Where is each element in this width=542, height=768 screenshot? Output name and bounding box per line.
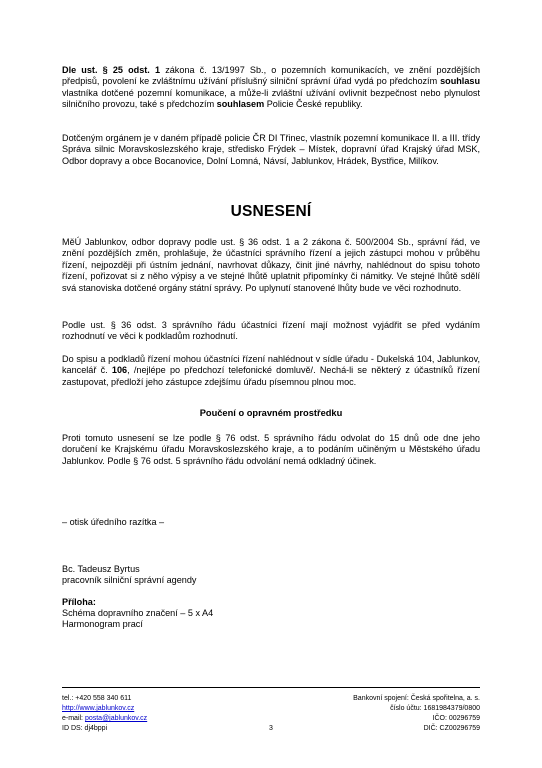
signature-role: pracovník silniční správní agendy [62,575,197,585]
text-span: zákona č. 13/1997 Sb., o pozemních komunikacích, ve znění pozdějších předpisů, povolení ke zvláštnímu užívání příslušný silniční správní úřad vydá po předchozím [62,65,481,87]
attachments-title: Příloha: [62,597,96,607]
paragraph-authorities: Dotčeným orgánem je v daném případě policie ČR DI Třinec, vlastník pozemní komunikace II. a III. třídy Správa silnic Moravskoslezského kraje, středisko Frýdek – Místek, dopravní úřad Krajský úřad MSK, Odbor dopravy a obce Bocanovice, Dolní Lomná, Návsí, Jablunkov, Hrádek, Bystřice, Milíkov. [62,133,480,166]
text-span: Do spisu a podkladů řízení mohou účastníci řízení nahlédnout v sídle úřadu - Dukelská 104, Jablunkov, kancelář č. [62,354,480,376]
paragraph-file-access [62,354,480,388]
bold-citation: Dle ust. § 25 odst. 1 [62,65,161,75]
paragraph-appeal: Proti tomuto usnesení se lze podle § 76 odst. 5 správního řádu odvolat do 15 dnů ode dne jeho doručení ke Krajskému úřadu Moravskoslezského kraje, a to podáním učiněným u Městského úřadu Jablunkov. Podle § 76 odst. 5 správního řádu odvolání nemá odkladný účinek. [62,433,480,466]
office-number: 106 [111,365,128,376]
footer-dic: DIČ: CZ00296759 [423,725,480,732]
text-span: Policie České republiky. [264,99,363,110]
footer-bank: Bankovní spojení: Česká spořitelna, a. s. [353,695,480,702]
footer-data-box-id: ID DS: dj4bppi [62,725,108,732]
text-span: vlastníka dotčené pozemní komunikace, a může-li zvláštní užívání ovlivnit bezpečnost nebo plynulost silničního provozu, také s předchozím [62,87,480,110]
bold-word: souhlasu [440,76,480,87]
footer-email [62,714,147,723]
footer-ico: IČO: 00296759 [432,715,480,722]
section-heading: USNESENÍ [230,203,312,220]
footer-phone: tel.: +420 558 340 611 [62,695,132,702]
paragraph-opportunity: Podle ust. § 36 odst. 3 správního řádu účastníci řízení mají možnost vyjádřit se před vydáním rozhodnutí ve věci k podkladům rozhodnutí. [62,320,480,342]
stamp-placeholder: – otisk úředního razítka – [62,517,165,527]
footer-website-link[interactable]: http://www.jablunkov.cz [62,705,135,712]
footer-divider [62,687,480,688]
bold-word: souhlasem [216,99,265,110]
paragraph-resolution: MěÚ Jablunkov, odbor dopravy podle ust. § 36 odst. 1 a 2 zákona č. 500/2004 Sb., správní řád, ve znění pozdějších změn, prohlašuje, že účastníci správního řízení a jejich zástupci mohou v průběhu řízení, nejpozději při ústním jednání, navrhovat důkazy, činit jiné návrhy, nahlédnout do spisu tohoto řízení, pořizovat si z něho výpisy a ve stejné lhůtě uplatnit připomínky či námitky. Ve stejné lhůtě sdělí svá stanoviska dotčené orgány státní správy. Po uplynutí stanovené lhůty bude ve věci rozhodnuto. [62,237,480,293]
page-number: 3 [269,725,273,732]
email-label: e-mail: [62,715,85,722]
signature-name: Bc. Tadeusz Byrtus [62,564,140,574]
text-span: , /nejlépe po předchozí telefonické domluvě/. Nechá-li se některý z účastníků řízení zastupovat, předloží jeho zástupce zdejšímu úřadu písemnou plnou moc. [62,365,481,387]
footer-account: číslo účtu: 1681984379/0800 [390,705,480,712]
appeal-subheading: Poučení o opravném prostředku [199,408,343,418]
attachment-item: Schéma dopravního značení – 5 x A4 [62,608,214,618]
paragraph-legal-basis [62,65,480,111]
attachment-item: Harmonogram prací [62,619,143,629]
footer-email-link[interactable]: posta@jablunkov.cz [84,715,148,722]
